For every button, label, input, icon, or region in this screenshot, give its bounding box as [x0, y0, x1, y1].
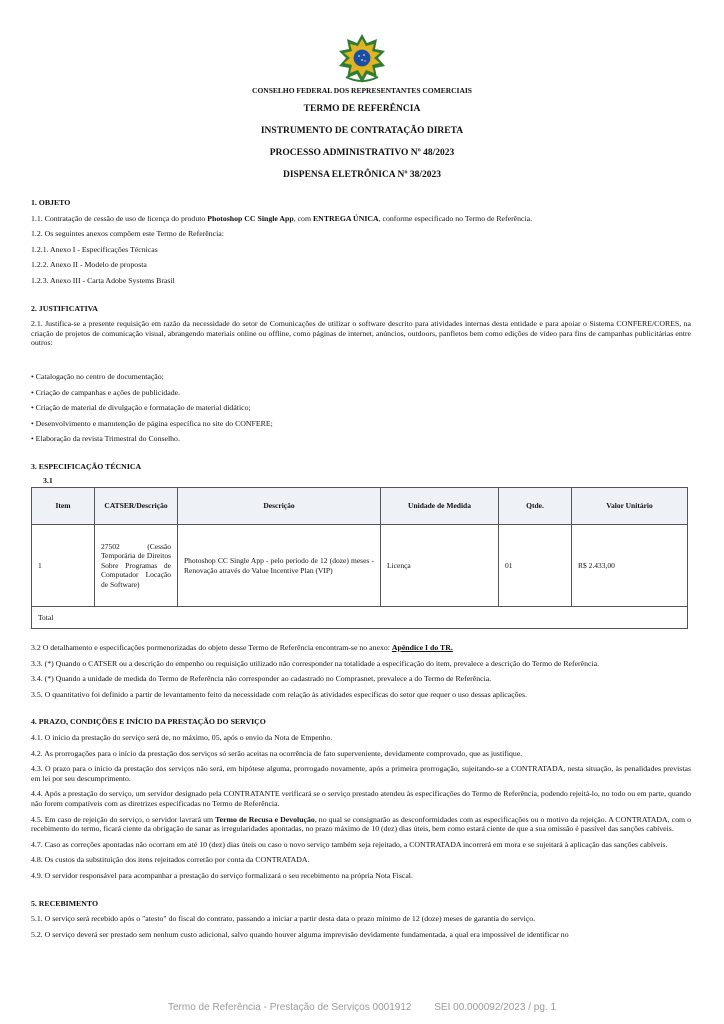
paragraph-3-4: 3.4. (*) Quando a unidade de medida do Termo de Referência não corresponder ao cadastrado no Comprasnet, prevalece a do Termo de Referência. — [31, 674, 492, 684]
document-title: TERMO DE REFERÊNCIA — [303, 104, 421, 114]
paragraph-4-2: 4.2. As prorrogações para o início da prestação dos serviços só serão aceitas na ocorrência de fato superveniente, devidamente comprovado, que as justifique. — [31, 748, 523, 758]
section-title-justificativa: 2. JUSTIFICATIVA — [31, 303, 98, 313]
column-header-value: Valor Unitário — [572, 488, 688, 525]
footer-document-ref: Termo de Referência - Prestação de Serviços 0001912 — [167, 1002, 412, 1013]
column-header-unit: Unidade de Medida — [381, 488, 499, 525]
coat-of-arms-emblem — [336, 33, 388, 85]
paragraph-1-2-2: 1.2.2. Anexo II - Modelo de proposta — [31, 260, 147, 270]
cell-value: R$ 2.433,00 — [572, 525, 688, 607]
product-name: Photoshop CC Single App — [207, 213, 294, 223]
paragraph-4-1: 4.1. O início da prestação do serviço será de, no máximo, 05, após o envio da Nota de Empenho. — [31, 733, 333, 743]
text-run: 3.2 O detalhamento e especificações pormenorizadas do objeto desse Termo de Referência encontram-se no anexo: — [31, 643, 392, 653]
bullet-item: • Criação de material de divulgação e formatação de material didático; — [31, 403, 251, 413]
paragraph-4-3: 4.3. O prazo para o início da prestação dos serviços não será, em hipótese alguma, prorrogado novamente, após a primeira prorrogação, sujeitando-se a CONTRATADA, nesta situação, às penalidades previstas em lei por seu descumprimento. — [31, 764, 691, 783]
text-run: 1.1. Contratação de cessão de uso de licença do produto — [31, 213, 208, 223]
section-title-recebimento: 5. RECEBIMENTO — [31, 898, 99, 908]
table-row — [32, 525, 688, 607]
paragraph-1-2: 1.2. Os seguintes anexos compõem este Termo de Referência: — [31, 229, 224, 239]
cell-description: Photoshop CC Single App - pelo período de 12 (doze) meses - Renovação através do Value Incentive Plan (VIP) — [178, 525, 381, 607]
cell-qty: 01 — [499, 525, 572, 607]
paragraph-5-2: 5.2. O serviço deverá ser prestado sem nenhum custo adicional, salvo quando houver alguma imprevisão devidamente fundamentada, a qual era impossível de identificar no — [31, 929, 569, 939]
paragraph-3-3: 3.3. (*) Quando o CATSER ou a descrição do empenho ou requisição utilizado não corresponder na totalidade a especificação do item, prevalece a descrição do Termo de Referência. — [31, 658, 600, 668]
bullet-item: • Criação de campanhas e ações de publicidade. — [31, 387, 181, 397]
document-body — [31, 198, 691, 945]
paragraph-4-4: 4.4. Após a prestação do serviço, um servidor designado pela CONTRATANTE verificará se o serviço prestado atendeu às especificações do Termo de Referência, podendo rejeitá-lo, no todo ou em parte, quando não forem compatíveis com as diretrizes especificadas no Termo de Referência. — [31, 789, 691, 809]
bullet-item: • Catalogação no centro de documentação; — [31, 371, 164, 381]
organization-name: CONSELHO FEDERAL DOS REPRESENTANTES COMERCIAIS — [252, 86, 472, 95]
page-footer — [0, 1002, 724, 1013]
section-title-especificacao: 3. ESPECIFICAÇÃO TÉCNICA — [31, 461, 142, 471]
paragraph-4-5 — [31, 815, 691, 834]
dispensa-number: DISPENSA ELETRÔNICA Nº 38/2023 — [282, 170, 442, 180]
text-run: , com — [293, 213, 313, 223]
section-title-prazo: 4. PRAZO, CONDIÇÕES E INÍCIO DA PRESTAÇÃO DO SERVIÇO — [31, 717, 266, 727]
paragraph-1-1 — [31, 214, 691, 224]
paragraph-1-2-1: 1.2.1. Anexo I - Especificações Técnicas — [31, 244, 158, 254]
bullet-item: • Desenvolvimento e manutenção de página específica no site do CONFERE; — [31, 418, 273, 428]
text-run: 4.5. Em caso de rejeição do serviço, o servidor lavrará um — [31, 814, 216, 824]
subsection-number: 3.1 — [43, 475, 53, 485]
table-header-row — [32, 488, 688, 525]
text-run: , no qual se consignarão as desconformidades com as especificações ou o motivo da rejeição. A CONTRATADA, com o recebimento do termo, ficará ciente da obrigação de sanar as irregularidades apontadas, no prazo máximo de 10 (dez) dias úteis, bem como estará ciente de que a sua omissão é passível das sanções cabíveis. — [31, 814, 691, 834]
document-subtitle: INSTRUMENTO DE CONTRATAÇÃO DIRETA — [260, 126, 464, 136]
paragraph-5-1: 5.1. O serviço será recebido após o "atesto" do fiscal do contrato, passando a iniciar a partir desta data o prazo mínimo de 12 (doze) meses de garantia do serviço. — [31, 914, 536, 924]
cell-unit: Licença — [381, 525, 499, 607]
column-header-description: Descrição — [178, 488, 381, 525]
paragraph-4-9: 4.9. O servidor responsável para acompanhar a prestação do serviço formalizará o seu recebimento na própria Nota Fiscal. — [31, 871, 413, 880]
text-run: , conforme especificado no Termo de Referência. — [378, 213, 533, 223]
bullet-item: • Elaboração da revista Trimestral do Conselho. — [31, 434, 180, 444]
cell-item: 1 — [32, 525, 95, 607]
appendix-reference: Apêndice I do TR. — [391, 643, 453, 653]
paragraph-4-7: 4.7. Caso as correções apontadas não ocorram em até 10 (dez) dias úteis ou caso o novo serviço também seja rejeitado, a CONTRATADA incorrerá em mora e se sujeitará à aplicação das sanções cabíveis. — [31, 839, 668, 849]
paragraph-1-2-3: 1.2.3. Anexo III - Carta Adobe Systems Brasil — [31, 275, 175, 285]
term-name: Termo de Recusa e Devolução — [215, 814, 315, 824]
footer-sei-ref: SEI 00.000092/2023 / pg. 1 — [434, 1002, 557, 1013]
column-header-item: Item — [32, 488, 95, 525]
process-number: PROCESSO ADMINISTRATIVO Nº 48/2023 — [269, 148, 455, 158]
paragraph-3-2 — [31, 643, 691, 653]
column-header-catser: CATSER/Descrição — [95, 488, 178, 525]
cell-total: Total — [32, 607, 688, 629]
specification-table — [31, 487, 688, 629]
delivery-type: ENTREGA ÚNICA — [312, 213, 379, 223]
paragraph-3-5: 3.5. O quantitativo foi definido a partir de levantamento feito da necessidade com relação às atividades específicas do setor que requer o uso dessas aplicações. — [31, 689, 528, 699]
column-header-qty: Qtde. — [499, 488, 572, 525]
table-total-row — [32, 607, 688, 629]
cell-catser: 27502 (Cessão Temporária de Direitos Sobre Programas de Computador Locação de Software) — [95, 525, 178, 607]
section-title-objeto: 1. OBJETO — [31, 198, 71, 207]
paragraph-2-1: 2.1. Justifica-se a presente requisição em razão da necessidade do setor de Comunicações de utilizar o software descrito para atividades internas desta entidade e para apoiar o Sistema CONFERE/CORES, na criação de projetos de comunicação visual, abrangendo materiais online ou offline, como páginas de internet, anúncios, outdoors, panfletos bem como edições de vídeo para fins de campanhas publicitárias entre outros: — [31, 319, 691, 348]
paragraph-4-8: 4.8. Os custos da substituição dos itens rejeitados correrão por conta da CONTRATADA. — [31, 855, 310, 865]
